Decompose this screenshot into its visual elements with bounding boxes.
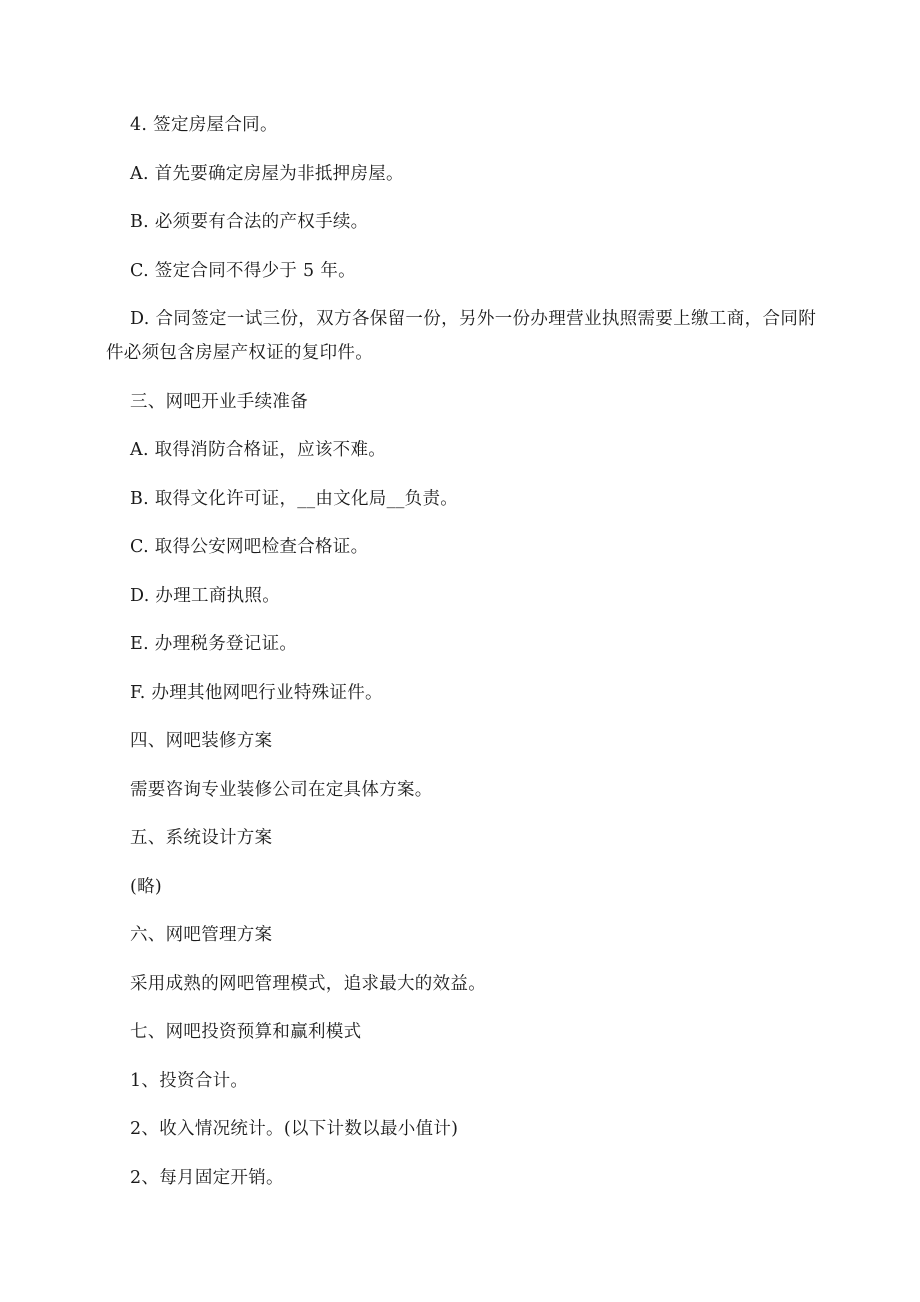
list-item-d-business-license: D. 办理工商执照。: [130, 585, 281, 606]
list-item-e-tax-registration: E. 办理税务登记证。: [130, 634, 298, 654]
section-heading-3: 三、网吧开业手续准备: [130, 391, 308, 412]
list-item-2-monthly-costs: 2、每月固定开销。: [130, 1167, 284, 1188]
paragraph-omitted: (略): [130, 876, 163, 897]
list-item-sign-contract: 4. 签定房屋合同。: [130, 115, 278, 135]
section-heading-4: 四、网吧装修方案: [130, 731, 273, 751]
list-item-d-contract-copies: D. 合同签定一试三份，双方各保留一份，另外一份办理营业执照需要上缴工商，合同附件必须包含房屋产权证的复印件。: [106, 309, 816, 363]
list-item-1-investment-total: 1、投资合计。: [130, 1070, 249, 1091]
paragraph-renovation: 需要咨询专业装修公司在定具体方案。: [130, 779, 433, 800]
list-item-2-income-stats: 2、收入情况统计。(以下计数以最小值计): [130, 1119, 459, 1139]
list-item-c-contract-term: C. 签定合同不得少于 5 年。: [130, 260, 356, 281]
list-item-b-culture-license: B. 取得文化许可证，__由文化局__负责。: [130, 488, 459, 509]
section-heading-7: 七、网吧投资预算和赢利模式: [130, 1022, 362, 1042]
list-item-c-police-certificate: C. 取得公安网吧检查合格证。: [130, 537, 369, 557]
list-item-a-non-mortgage: A. 首先要确定房屋为非抵押房屋。: [130, 163, 404, 184]
list-item-a-fire-certificate: A. 取得消防合格证，应该不难。: [130, 440, 387, 460]
section-heading-5: 五、系统设计方案: [130, 828, 273, 848]
paragraph-management: 采用成熟的网吧管理模式，追求最大的效益。: [130, 973, 486, 994]
document-body: [106, 108, 816, 1209]
list-item-f-special-certificates: F. 办理其他网吧行业特殊证件。: [130, 682, 383, 703]
list-item-b-property-rights: B. 必须要有合法的产权手续。: [130, 212, 369, 232]
section-heading-6: 六、网吧管理方案: [130, 925, 273, 945]
